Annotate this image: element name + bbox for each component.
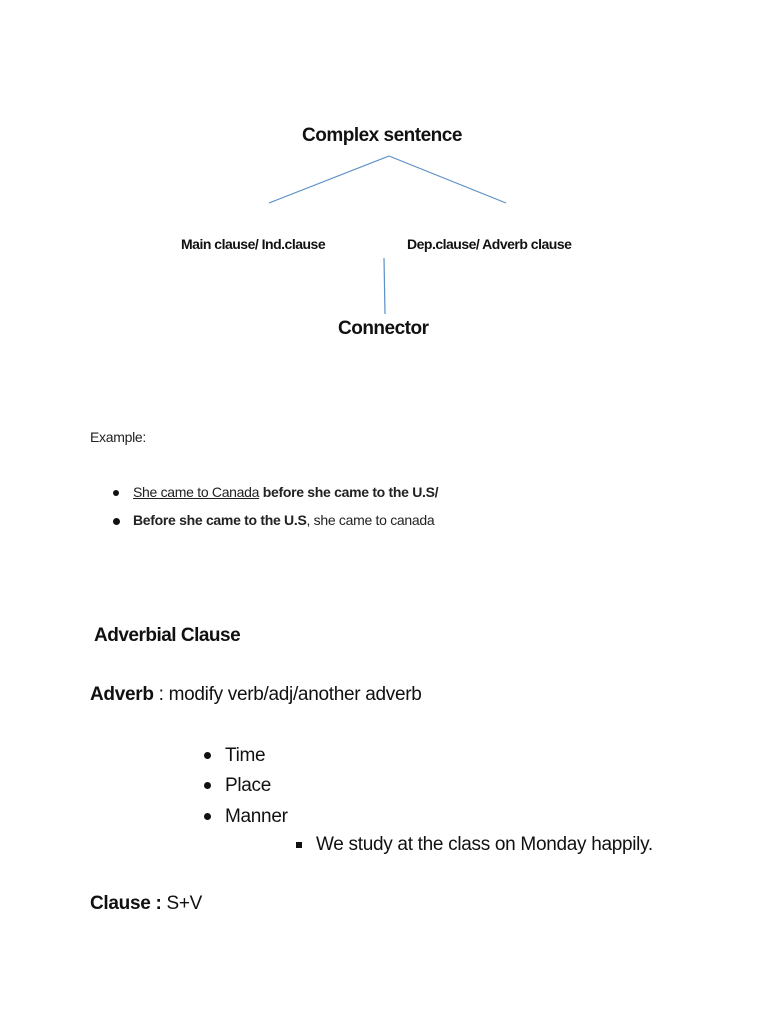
adverb-def: : modify verb/adj/another adverb bbox=[158, 684, 422, 705]
diagram-title: Complex sentence bbox=[302, 125, 462, 146]
sub-example-item bbox=[296, 834, 653, 856]
connector-line bbox=[384, 258, 385, 314]
bullet-icon bbox=[204, 752, 211, 759]
example-2-rest: , she came to canada bbox=[306, 512, 435, 528]
clause-def: S+V bbox=[166, 893, 203, 914]
type-item-time bbox=[204, 745, 265, 767]
type-item-manner bbox=[204, 806, 288, 828]
sub-example-text: We study at the class on Monday happily. bbox=[316, 834, 653, 855]
main-clause-label: Main clause/ Ind.clause bbox=[181, 236, 326, 252]
example-1-bold: before she came to the U.S/ bbox=[262, 484, 439, 500]
bullet-icon bbox=[113, 518, 120, 525]
example-label: Example: bbox=[90, 429, 146, 445]
adverbial-heading: Adverbial Clause bbox=[94, 625, 241, 646]
bullet-icon bbox=[204, 813, 211, 820]
clause-definition bbox=[90, 893, 202, 915]
example-1-underlined: She came to Canada bbox=[133, 484, 260, 500]
right-branch-line bbox=[389, 156, 506, 203]
example-item-1 bbox=[113, 484, 438, 500]
example-2-bold: Before she came to the U.S bbox=[133, 512, 307, 528]
square-bullet-icon bbox=[296, 842, 302, 848]
example-item-2 bbox=[113, 512, 434, 528]
dependent-clause-label: Dep.clause/ Adverb clause bbox=[407, 236, 572, 252]
clause-term: Clause : bbox=[90, 893, 162, 914]
connector-label: Connector bbox=[338, 318, 429, 339]
left-branch-line bbox=[269, 156, 389, 203]
type-item-place bbox=[204, 775, 271, 797]
adverb-term: Adverb bbox=[90, 684, 154, 705]
adverb-definition bbox=[90, 684, 422, 706]
bullet-icon bbox=[113, 490, 119, 496]
type-label: Manner bbox=[225, 806, 288, 827]
type-label: Time bbox=[225, 745, 266, 766]
bullet-icon bbox=[204, 782, 211, 789]
type-label: Place bbox=[225, 775, 272, 796]
